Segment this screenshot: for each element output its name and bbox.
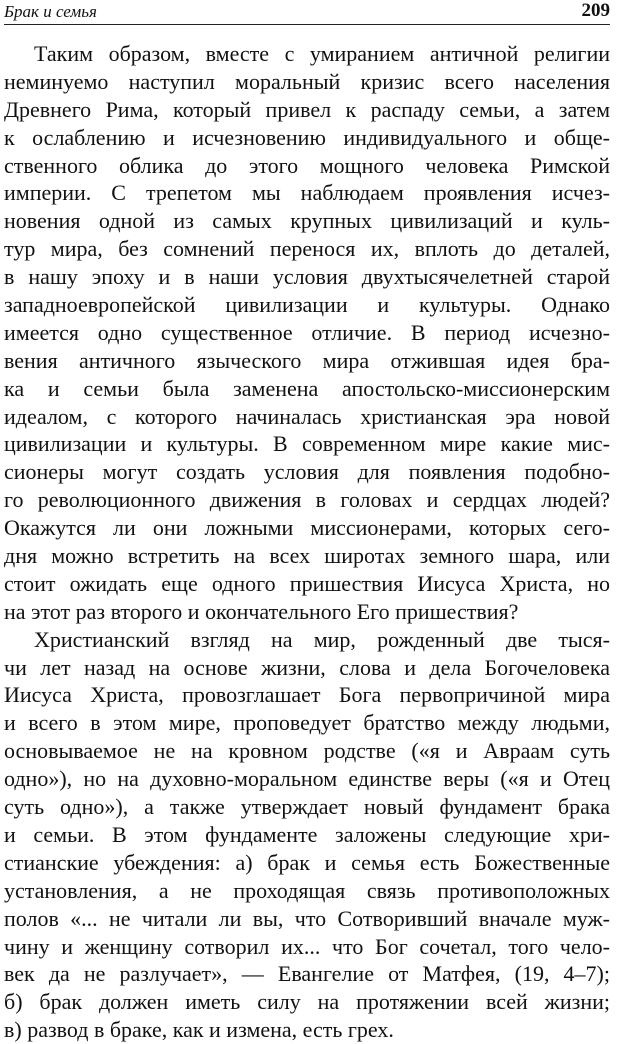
text-line: го революционного движения в головах и сердцах людей? xyxy=(4,487,610,513)
running-head xyxy=(4,0,610,25)
text-line: империи. С трепетом мы наблюдаем проявления исчез- xyxy=(4,180,610,206)
text-line: сионеры могут создать условия для появления подобно- xyxy=(4,459,610,485)
text-line: Иисуса Христа, провозглашает Бога первопричиной мира xyxy=(4,682,610,708)
text-line: неминуемо наступил моральный кризис всего населения xyxy=(4,68,610,94)
text-line: имеется одно существенное отличие. В период исчезно- xyxy=(4,319,610,345)
text-line: дня можно встретить на всех широтах земного шара, или xyxy=(4,543,610,569)
text-line: и всего в этом мире, проповедует братство между людьми, xyxy=(4,710,610,736)
text-line: Таким образом, вместе с умиранием античной религии xyxy=(34,41,610,66)
text-line: в нашу эпоху и в наши условия двухтысячелетней старой xyxy=(4,264,610,290)
text-line: б) брак должен иметь силу на протяжении всей жизни; xyxy=(4,989,610,1015)
text-line: на этот раз второго и окончательного Его пришествия? xyxy=(4,598,519,624)
paragraph xyxy=(4,626,610,1044)
text-line: идеалом, с которого начиналась христианская эра новой xyxy=(4,403,610,429)
text-line: век да не разлучает», — Евангелие от Матфея, (19, 4–7); xyxy=(4,961,610,987)
text-line: западноевропейской цивилизации и культуры. Однако xyxy=(4,292,610,318)
text-line: тур мира, без сомнений перенося их, вплоть до деталей, xyxy=(4,236,610,262)
body-text xyxy=(4,40,610,1044)
text-line: в) развод в браке, как и измена, есть грех. xyxy=(4,1017,394,1043)
running-title: Брак и семья xyxy=(4,2,97,21)
text-line: чи лет назад на основе жизни, слова и дела Богочеловека xyxy=(4,654,610,680)
text-line: к ослаблению и исчезновению индивидуального и обще- xyxy=(4,124,610,150)
text-line: суть одно»), а также утверждает новый фундамент брака xyxy=(4,794,610,820)
text-line: установления, а не проходящая связь противоположных xyxy=(4,877,610,903)
text-line: ка и семьи была заменена апостольско-миссионерским xyxy=(4,375,610,401)
text-line: чину и женщину сотворил их... что Бог сочетал, того чело- xyxy=(4,933,610,959)
text-line: Окажутся ли они ложными миссионерами, которых сего- xyxy=(4,515,610,541)
text-line: Древнего Рима, который привел к распаду семьи, а затем xyxy=(4,96,610,122)
text-line: стианские убеждения: а) брак и семья есть Божественные xyxy=(4,849,610,875)
text-line: одно»), но на духовно-моральном единстве веры («я и Отец xyxy=(4,766,610,792)
text-line: полов «... не читали ли вы, что Сотворивший вначале муж- xyxy=(4,905,610,931)
paragraphs-container xyxy=(4,40,610,1044)
text-line: цивилизации и культуры. В современном мире какие мис- xyxy=(4,431,610,457)
text-line: основываемое не на кровном родстве («я и Авраам суть xyxy=(4,738,610,764)
text-line: стоит ожидать еще одного пришествия Иисуса Христа, но xyxy=(4,570,610,596)
text-line: вения античного языческого мира отжившая идея бра- xyxy=(4,347,610,373)
text-line: новения одной из самых крупных цивилизаций и куль- xyxy=(4,208,610,234)
text-line: и семьи. В этом фундаменте заложены следующие хри- xyxy=(4,821,610,847)
page-number: 209 xyxy=(581,0,610,21)
text-line: ственного облика до этого мощного человека Римской xyxy=(4,152,610,178)
text-line: Христианский взгляд на мир, рожденный две тыся- xyxy=(34,626,610,652)
paragraph xyxy=(4,40,610,626)
